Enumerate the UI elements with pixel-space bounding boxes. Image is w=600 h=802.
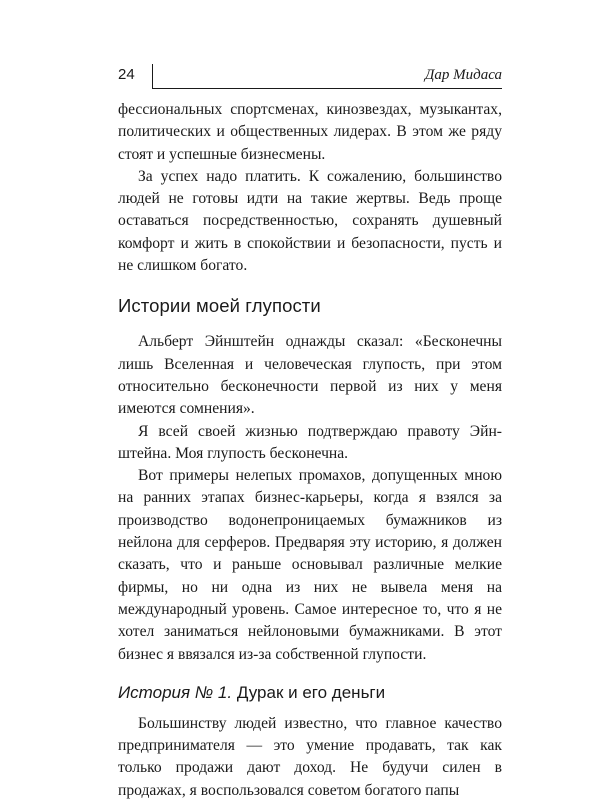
book-page: [118, 64, 502, 802]
running-head: [118, 64, 502, 90]
subsection-title: Дурак и его деньги: [236, 682, 386, 702]
page-number: 24: [118, 66, 135, 83]
section-heading: Истории моей глупости: [118, 295, 321, 317]
running-title: Дар Мидаса: [424, 67, 502, 83]
paragraph-section-2: Я всей своей жизнью подтверждаю правоту Эйнштейна. Моя глупость бесконечна.: [118, 422, 502, 462]
paragraph-intro-2: За успех надо платить. К сожалению, большинство людей не готовы идти на такие жертвы. Ведь проще оставаться посредственностью, сохранять душевный комфорт и жить в спокойствии и безопасности, пусть и не слишком богато.: [118, 167, 502, 275]
paragraph-section-1: Альберт Эйнштейн однажды сказал: «Бесконечны лишь Вселенная и человеческая глупость, при этом относительно бесконечности первой из них у меня имеются сомнения».: [118, 333, 502, 418]
page-body: [118, 99, 502, 802]
paragraph-intro-1: фессиональных спортсменах, кинозвездах, музыкантах, политических и общественных лидерах. В этом же ряду стоят и успешные бизнесмены.: [118, 101, 502, 163]
header-horizontal-rule: [152, 88, 502, 89]
subsection-heading: [118, 682, 502, 703]
header-vertical-rule: [152, 64, 153, 88]
paragraph-section-3: Вот примеры нелепых промахов, допущенных мною на ранних этапах бизнес-карьеры, когда я взялся за производство водонепроницаемых бумажников из нейлона для серферов. Предваряя эту историю, я должен сказать, что и раньше основывал различные мелкие фирмы, но ни одна из них не вывела меня на международный уровень. Самое интересное то, что я не хотел заниматься нейлоновыми бумажниками. В этот бизнес я ввязался из-за собственной глупости.: [118, 467, 502, 663]
subsection-prefix: История № 1.: [118, 682, 233, 702]
paragraph-subsection-1: Большинству людей известно, что главное качество предпринимателя — это умение продавать, так как только продажи дают доход. Не будучи силен в продажах, я воспользовался советом богатого папы: [118, 714, 502, 799]
